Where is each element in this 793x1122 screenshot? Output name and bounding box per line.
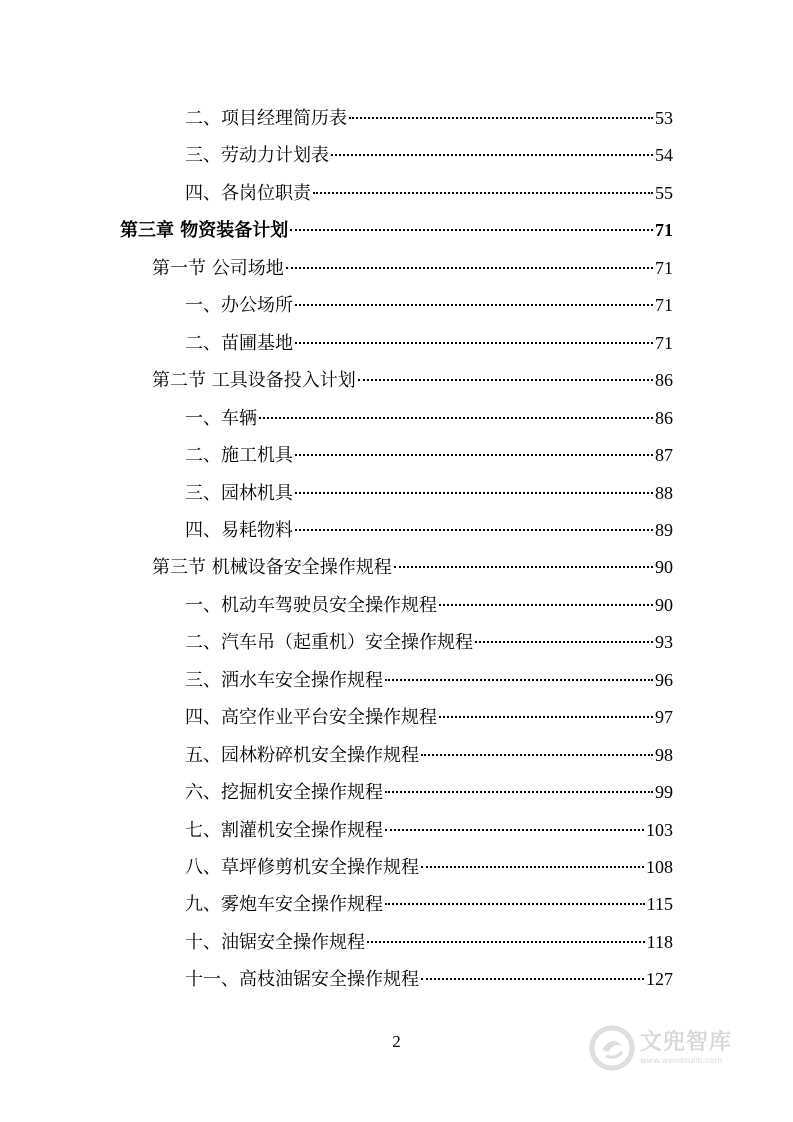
toc-entry-title: 九、雾炮车安全操作规程 [185,894,383,915]
dot-leader [295,304,653,306]
dot-leader [295,492,653,494]
toc-entry[interactable] [185,592,673,618]
toc-entry[interactable] [185,330,673,356]
dot-leader [385,679,653,681]
dot-leader [421,754,653,756]
toc-entry-page: 87 [655,445,673,465]
toc-entry[interactable] [185,292,673,318]
dot-leader [439,604,653,606]
toc-entry-title: 十、油锯安全操作规程 [185,932,365,953]
toc-entry-title: 四、各岗位职责 [185,183,311,204]
dot-leader [394,566,653,568]
toc-entry-title: 七、割灌机安全操作规程 [185,820,383,841]
toc-entry-page: 86 [655,408,673,428]
toc-entry[interactable] [185,779,673,805]
toc-entry-title: 一、机动车驾驶员安全操作规程 [185,595,437,616]
toc-entry[interactable] [185,480,673,506]
toc-entry-title: 四、易耗物料 [185,520,293,541]
dot-leader [349,117,653,119]
toc-entry-title: 三、园林机具 [185,483,293,504]
toc-entry-title: 第三节 机械设备安全操作规程 [152,557,392,578]
toc-entry[interactable] [185,817,673,843]
dot-leader [286,267,653,269]
toc-entry-title: 一、办公场所 [185,295,293,316]
toc-entry[interactable] [185,929,673,955]
toc-entry[interactable] [185,667,673,693]
toc-entry-page: 90 [655,557,673,577]
toc-entry-title: 第二节 工具设备投入计划 [152,370,356,391]
watermark-brand: 文兜智库 [640,1030,733,1055]
toc-entry[interactable] [185,105,673,131]
toc-entry[interactable] [185,629,673,655]
toc-entry-page: 54 [655,145,673,165]
toc-entry-page: 71 [655,295,673,315]
toc-entry-title: 二、施工机具 [185,445,293,466]
toc-entry[interactable] [185,517,673,543]
toc-entry-page: 115 [646,894,673,914]
toc-entry-page: 93 [655,632,673,652]
toc-entry[interactable] [185,142,673,168]
toc-entry[interactable] [185,854,673,880]
wendou-logo-icon [588,1024,636,1072]
toc-entry-page: 97 [655,707,673,727]
dot-leader [313,192,653,194]
toc-entry-title: 三、劳动力计划表 [185,145,329,166]
dot-leader [385,791,653,793]
toc-entry-page: 71 [655,258,673,278]
dot-leader [367,941,645,943]
toc-entry-title: 三、洒水车安全操作规程 [185,670,383,691]
toc-entry-title: 六、挖掘机安全操作规程 [185,782,383,803]
toc-entry-page: 88 [655,483,673,503]
dot-leader [421,866,644,868]
toc-entry[interactable] [185,704,673,730]
toc-entry-title: 十一、高枝油锯安全操作规程 [185,969,419,990]
toc-entry-title: 第三章 物资装备计划 [120,220,289,241]
toc-entry-title: 五、园林粉碎机安全操作规程 [185,745,419,766]
dot-leader [439,716,653,718]
toc-entry-page: 127 [646,969,673,989]
watermark-url: www.wendoulib.com [640,1056,723,1065]
toc-entry-page: 99 [655,782,673,802]
toc-entry[interactable] [185,742,673,768]
toc-entry-page: 71 [655,333,673,353]
toc-entry-page: 96 [655,670,673,690]
dot-leader [421,978,644,980]
toc-entry[interactable] [185,442,673,468]
dot-leader [259,417,653,419]
toc-entry-page: 90 [655,595,673,615]
toc-entry-title: 二、项目经理简历表 [185,108,347,129]
dot-leader [385,829,644,831]
toc-entry[interactable] [152,554,673,580]
toc-entry-title: 二、汽车吊（起重机）安全操作规程 [185,632,473,653]
toc-entry-page: 108 [646,857,673,877]
toc-entry-page: 98 [655,745,673,765]
toc-entry[interactable] [120,217,673,243]
toc-entry-page: 53 [655,108,673,128]
toc-entry[interactable] [185,966,673,992]
dot-leader [295,342,653,344]
dot-leader [290,229,653,231]
toc-entry-title: 八、草坪修剪机安全操作规程 [185,857,419,878]
toc-entry[interactable] [152,255,673,281]
toc-entry[interactable] [185,180,673,206]
dot-leader [295,529,653,531]
toc-entry-page: 89 [655,520,673,540]
toc-entry[interactable] [185,891,673,917]
watermark [588,1020,768,1076]
page-number: 2 [392,1032,401,1051]
toc-entry-page: 103 [646,820,673,840]
dot-leader [385,903,645,905]
toc-entry-page: 55 [655,183,673,203]
toc-entry-title: 第一节 公司场地 [152,258,284,279]
toc-entry-title: 一、车辆 [185,408,257,429]
toc-entry-page: 118 [646,932,673,952]
dot-leader [331,154,653,156]
toc-entry-page: 71 [655,220,673,240]
toc-entry-title: 四、高空作业平台安全操作规程 [185,707,437,728]
dot-leader [358,379,653,381]
toc-entry-title: 二、苗圃基地 [185,333,293,354]
toc-entry-page: 86 [655,370,673,390]
dot-leader [475,641,653,643]
dot-leader [295,454,653,456]
toc-entry[interactable] [185,405,673,431]
toc-entry[interactable] [152,367,673,393]
